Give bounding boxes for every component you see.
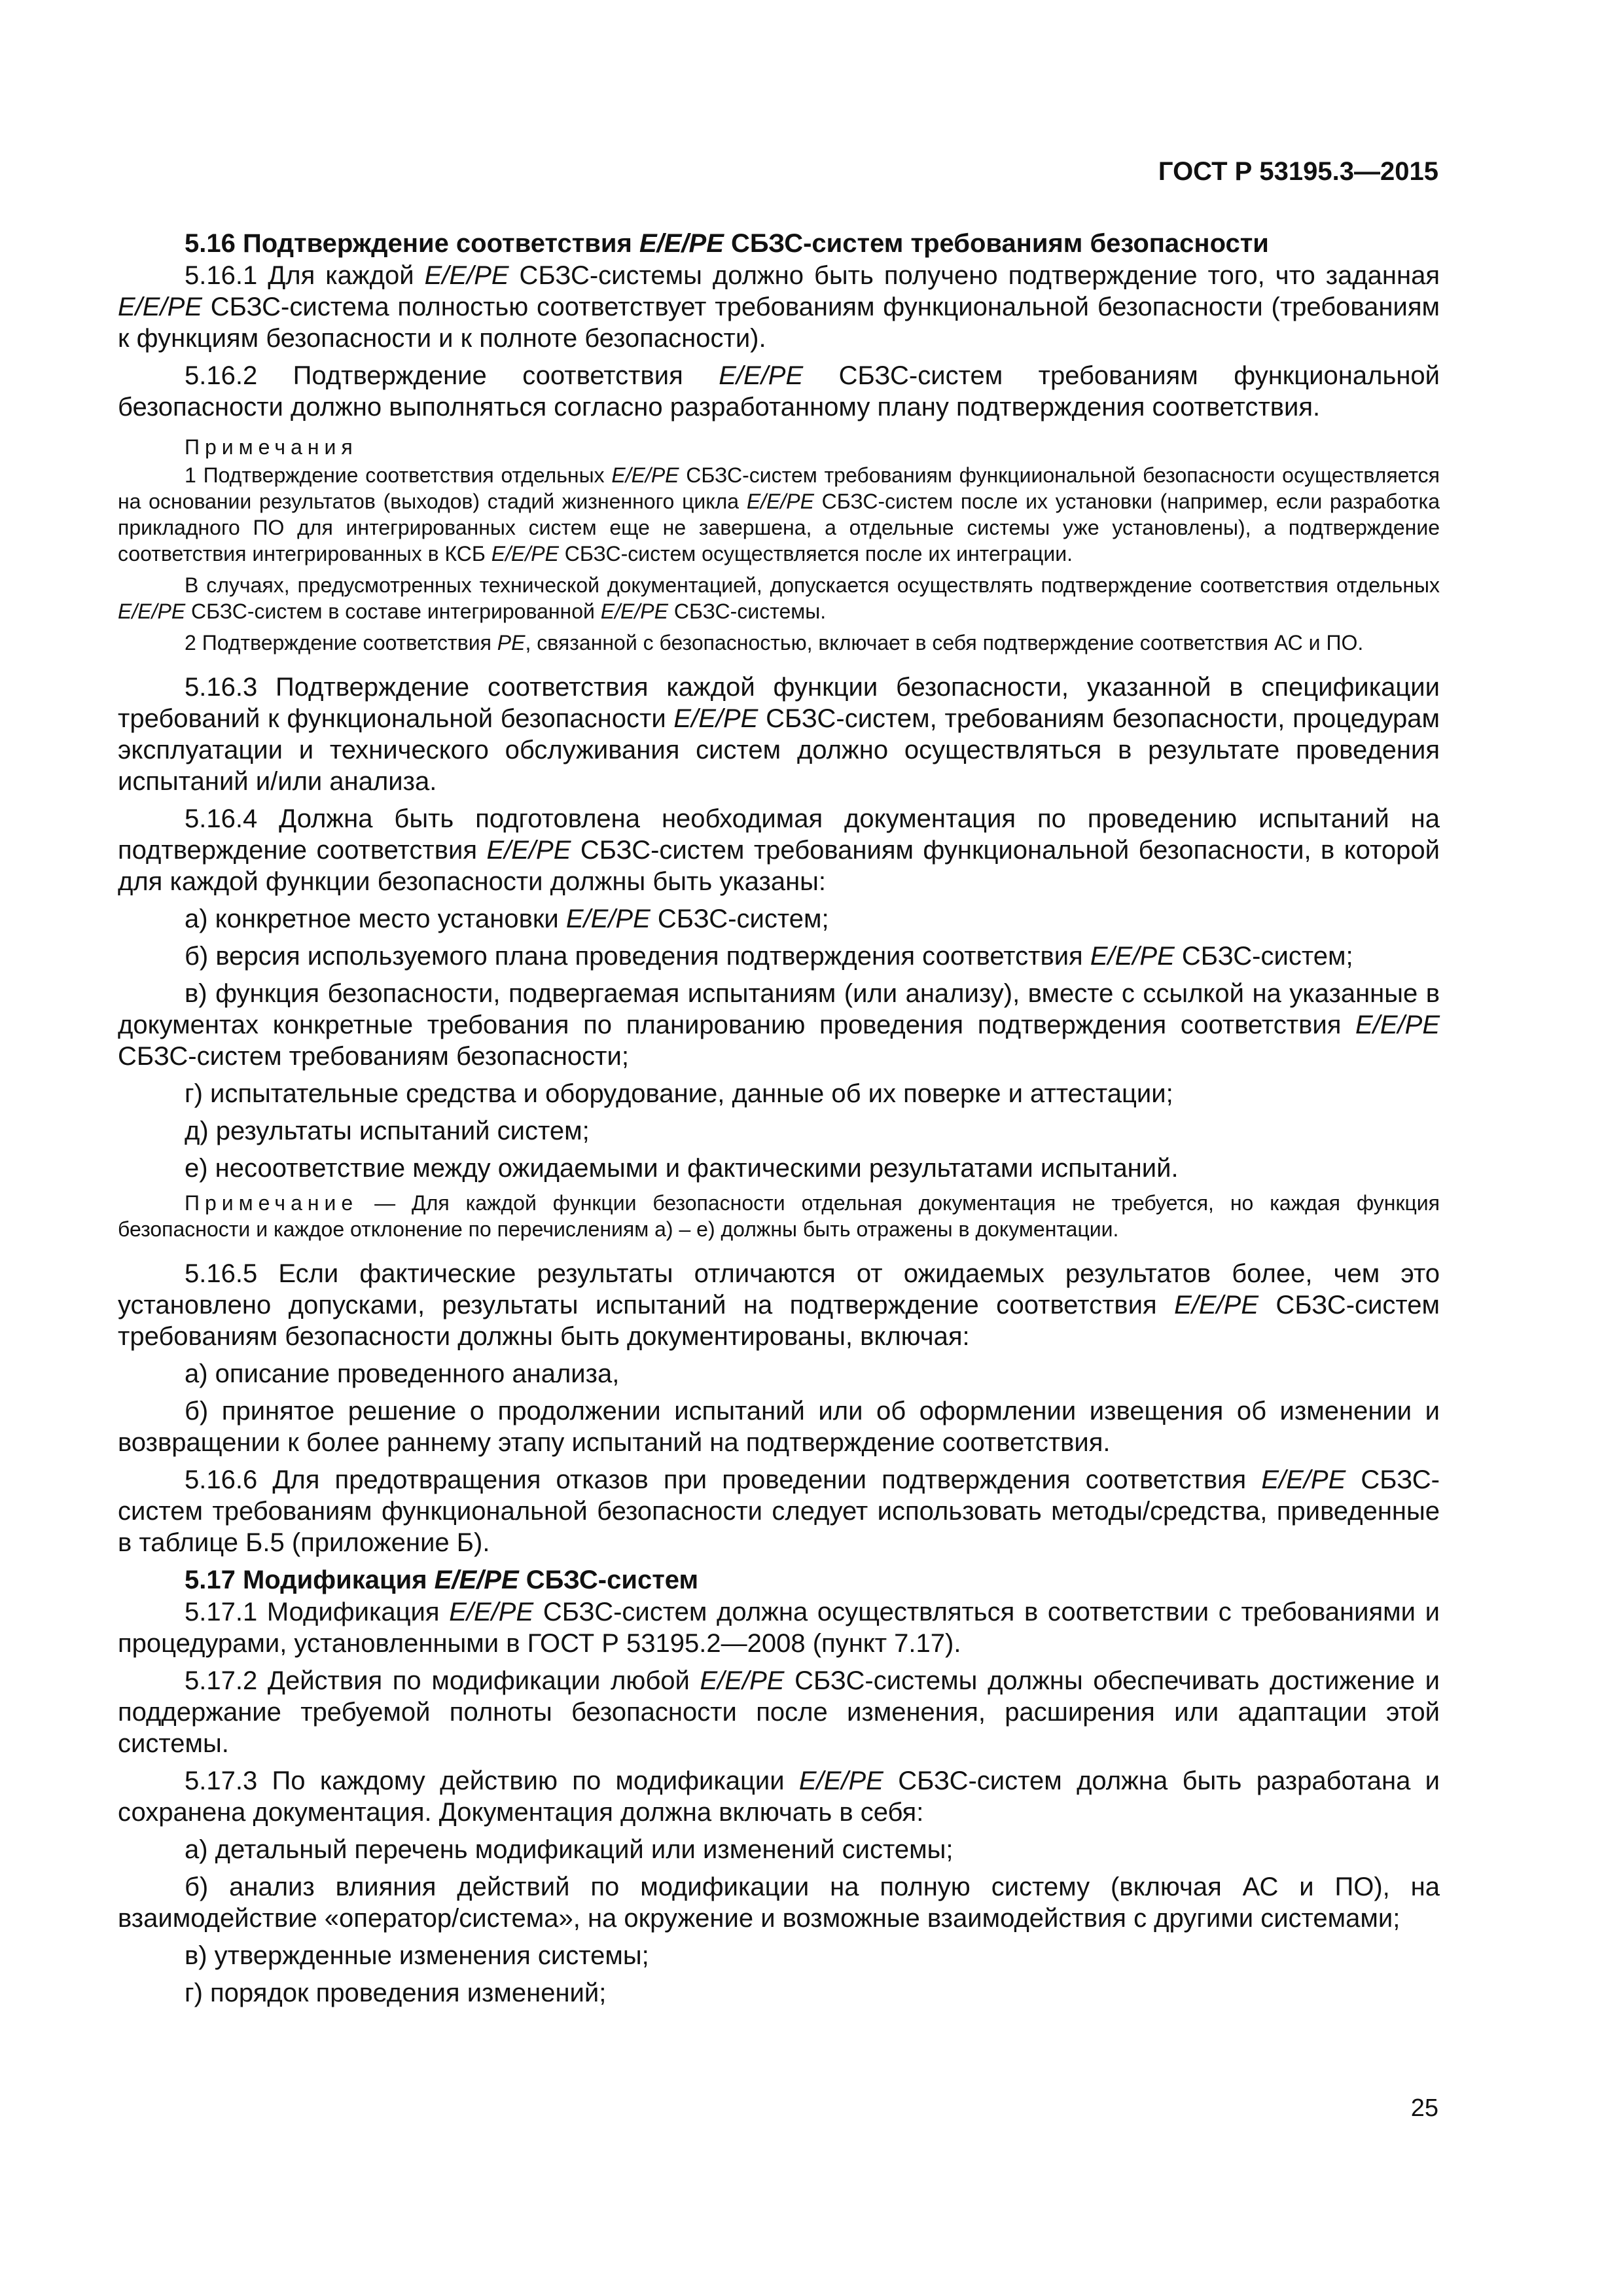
body-paragraph: 5.17.3 По каждому действию по модификации E/E/PE СБЗС-систем должна быть разработана и сохранена документация. Документация должна включать в себя:	[118, 1767, 1440, 1827]
list-item: в) утвержденные изменения системы;	[185, 1941, 649, 1970]
body-paragraph: 5.16.2 Подтверждение соответствия E/E/PE СБЗС-систем требованиям функциональной безопасности должно выполняться согласно разработанному плану подтверждения соответствия.	[118, 361, 1440, 422]
list-item: а) детальный перечень модификаций или изменений системы;	[185, 1835, 954, 1864]
list-item: б) анализ влияния действий по модификации на полную систему (включая АС и ПО), на взаимодействие «оператор/система», на окружение и возможные взаимодействия с другими системами;	[118, 1873, 1440, 1933]
body-paragraph: 5.16.5 Если фактические результаты отличаются от ожидаемых результатов более, чем это установлено допусками, результаты испытаний на подтверждение соответствия E/E/PE СБЗС-систем требованиям безопасности должны быть документированы, включая:	[118, 1259, 1440, 1351]
list-item: г) порядок проведения изменений;	[185, 1979, 607, 2007]
section-heading: 5.17 Модификация E/E/PE СБЗС-систем	[185, 1566, 699, 1594]
notes-title: Примечания	[185, 435, 358, 459]
note-paragraph: В случаях, предусмотренных технической документацией, допускается осуществлять подтверждение соответствия отдельных E/E/PE СБЗС-систем в составе интегрированной E/E/PE СБЗС-системы.	[118, 573, 1440, 623]
document-body	[118, 228, 1440, 2015]
list-item: а) конкретное место установки E/E/PE СБЗС-систем;	[185, 905, 829, 933]
spacer	[118, 661, 1440, 672]
list-item: е) несоответствие между ожидаемыми и фактическими результатами испытаний.	[185, 1154, 1179, 1183]
note-paragraph: 1 Подтверждение соответствия отдельных E/E/PE СБЗС-систем требованиям функцииональной безопасности осуществляется на основании результатов (выходов) стадий жизненного цикла E/E/PE СБЗС-систем после их установки (например, если разработка прикладного ПО для интегрированных систем еще не завершена, а отдельные системы уже установлены), а подтверждение соответствия интегрированных в КСБ E/E/PE СБЗС-систем осуществляется после их интеграции.	[118, 463, 1440, 565]
list-item: г) испытательные средства и оборудование, данные об их поверке и аттестации;	[185, 1079, 1173, 1108]
body-paragraph: 5.17.1 Модификация E/E/PE СБЗС-систем должна осуществляться в соответствии с требованиями и процедурами, установленными в ГОСТ Р 53195.2—2008 (пункт 7.17).	[118, 1598, 1440, 1658]
list-item: б) принятое решение о продолжении испытаний или об оформлении извещения об изменении и возвращении к более раннему этапу испытаний на подтверждение соответствия.	[118, 1397, 1440, 1457]
list-item: в) функция безопасности, подвергаемая испытаниям (или анализу), вместе с ссылкой на указанные в документах конкретные требования по планированию проведения подтверждения соответствия E/E/PE СБЗС-систем требованиям безопасности;	[118, 979, 1440, 1071]
page-number: 25	[1410, 2094, 1438, 2122]
note-paragraph: 2 Подтверждение соответствия PE, связанной с безопасностью, включает в себя подтверждение соответствия АС и ПО.	[185, 631, 1364, 655]
list-item: б) версия используемого плана проведения подтверждения соответствия E/E/PE СБЗС-систем;	[185, 942, 1353, 971]
list-item: д) результаты испытаний систем;	[185, 1117, 590, 1145]
document-id-header: ГОСТ Р 53195.3—2015	[1158, 157, 1438, 186]
section-heading: 5.16 Подтверждение соответствия E/E/PE СБЗС-систем требованиям безопасности	[185, 229, 1269, 258]
body-paragraph: 5.16.4 Должна быть подготовлена необходимая документация по проведению испытаний на подтверждение соответствия E/E/PE СБЗС-систем требованиям функциональной безопасности, в которой для каждой функции безопасности должны быть указаны:	[118, 804, 1440, 896]
body-paragraph: 5.16.3 Подтверждение соответствия каждой функции безопасности, указанной в спецификации требований к функциональной безопасности E/E/PE СБЗС-систем, требованиям безопасности, процедурам эксплуатации и технического обслуживания систем должно осуществляться в результате проведения испытаний и/или анализа.	[118, 673, 1440, 796]
spacer	[118, 1247, 1440, 1258]
body-paragraph: 5.17.2 Действия по модификации любой E/E/PE СБЗС-системы должны обеспечивать достижение и поддержание требуемой полноты безопасности после изменения, расширения или адаптации этой системы.	[118, 1666, 1440, 1758]
body-paragraph: 5.16.1 Для каждой E/E/PE СБЗС-системы должно быть получено подтверждение того, что заданная E/E/PE СБЗС-система полностью соответствует требованиям функциональной безопасности (требованиям к функциям безопасности и к полноте безопасности).	[118, 261, 1440, 353]
list-item: а) описание проведенного анализа,	[185, 1359, 620, 1388]
body-paragraph: 5.16.6 Для предотвращения отказов при проведении подтверждения соответствия E/E/PE СБЗС-систем требованиям функциональной безопасности следует использовать методы/средства, приведенные в таблице Б.5 (приложение Б).	[118, 1465, 1440, 1557]
note-paragraph: Примечание — Для каждой функции безопасности отдельная документация не требуется, но каждая функция безопасности и каждое отклонение по перечислениям а) – е) должны быть отражены в документации.	[118, 1191, 1440, 1241]
